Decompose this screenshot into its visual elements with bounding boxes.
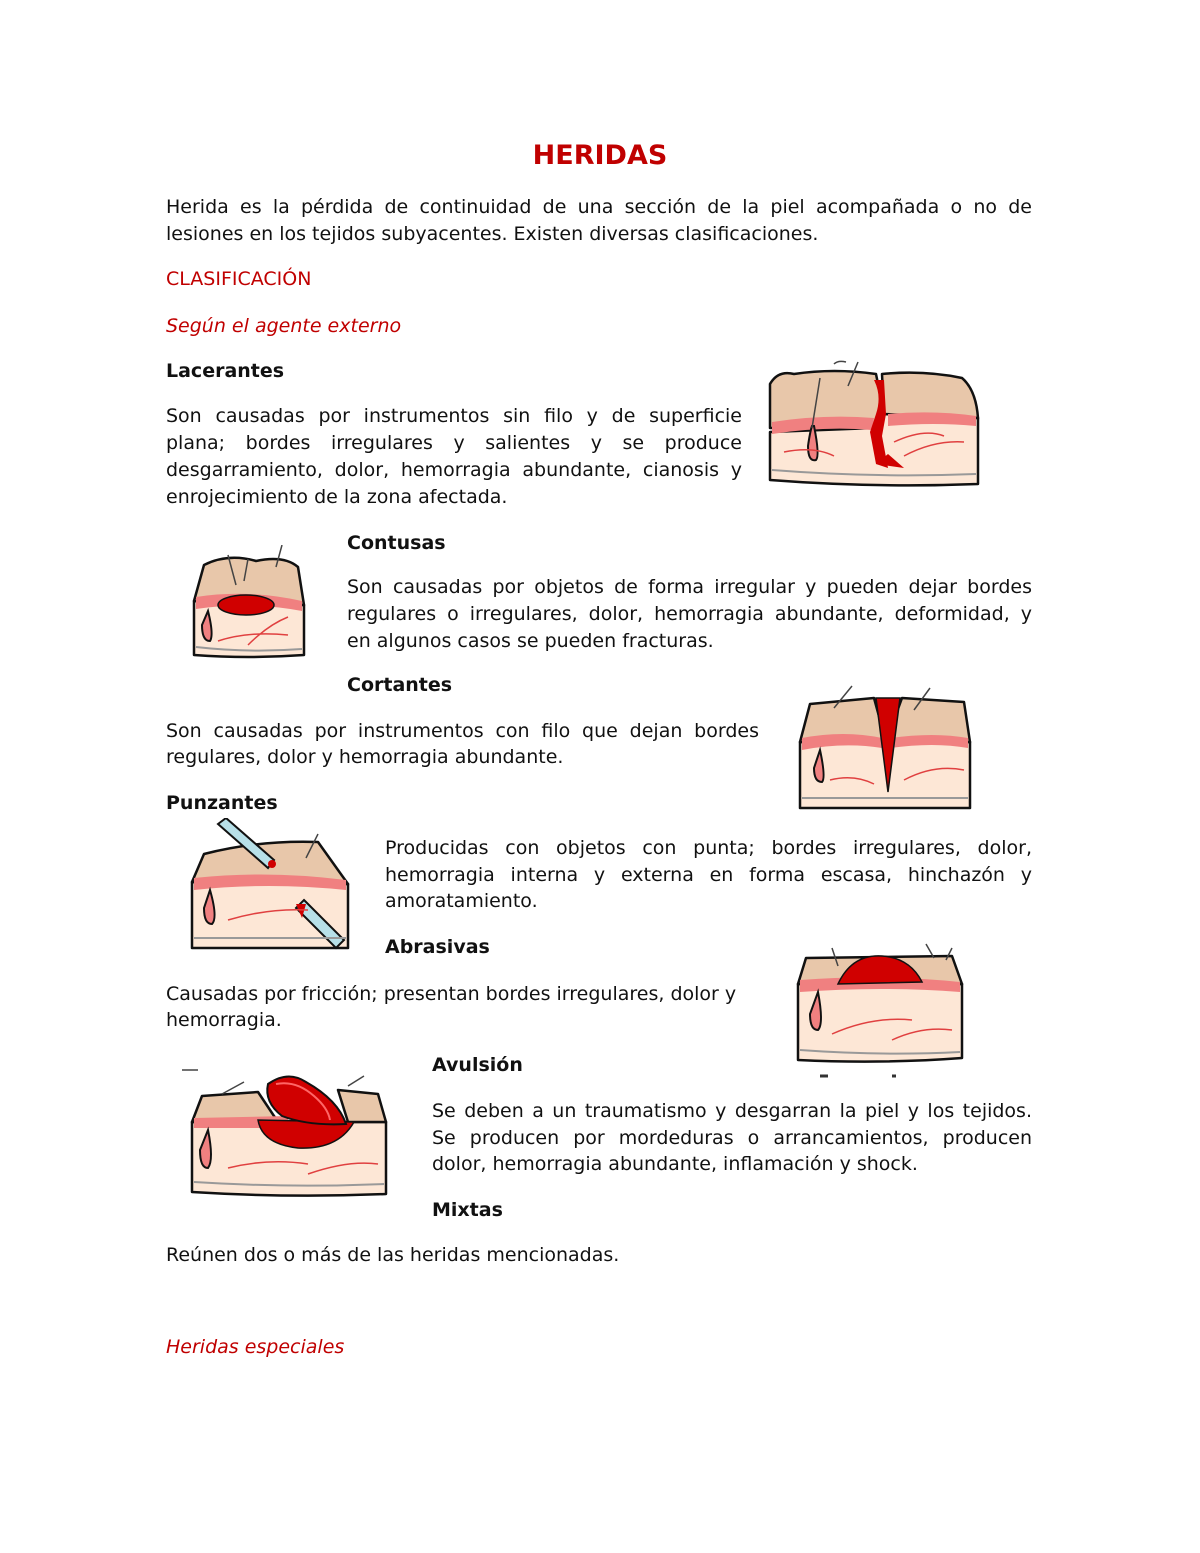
intro-line-1: Herida es la pérdida de continuidad de una sección de la piel acompañada o no de [166, 196, 1032, 218]
punzantes-line-3: amoratamiento. [385, 890, 538, 912]
lacerated-wound-illustration [764, 356, 984, 496]
abrasivas-line-1: Causadas por fricción; presentan bordes irregulares, dolor y [166, 983, 737, 1005]
avulsion-wound-illustration [178, 1064, 393, 1200]
classification-heading: CLASIFICACIÓN [166, 268, 312, 290]
lacerantes-line-3: desgarramiento, dolor, hemorragia abundante, cianosis y [166, 459, 742, 481]
page-title: HERIDAS [532, 140, 668, 171]
contusas-line-1: Son causadas por objetos de forma irregular y pueden dejar bordes [347, 576, 1032, 598]
contused-wound-illustration [188, 545, 313, 662]
cortantes-heading: Cortantes [347, 674, 453, 696]
avulsion-heading: Avulsión [432, 1054, 523, 1076]
avulsion-line-3: dolor, hemorragia abundante, inflamación y shock. [432, 1153, 918, 1175]
avulsion-line-2: Se producen por mordeduras o arrancamientos, producen [432, 1127, 1032, 1149]
abrasivas-heading: Abrasivas [385, 936, 490, 958]
punzantes-line-1: Producidas con objetos con punta; bordes irregulares, dolor, [385, 837, 1032, 859]
cortantes-line-2: regulares, dolor y hemorragia abundante. [166, 746, 564, 768]
lacerantes-line-2: plana; bordes irregulares y salientes y se produce [166, 432, 742, 454]
mixtas-heading: Mixtas [432, 1199, 503, 1221]
lacerantes-heading: Lacerantes [166, 360, 285, 382]
contusas-line-3: en algunos casos se pueden fracturas. [347, 630, 714, 652]
abrasion-wound-illustration [792, 940, 967, 1080]
intro-line-2: lesiones en los tejidos subyacentes. Existen diversas clasificaciones. [166, 223, 819, 245]
incised-wound-illustration [794, 684, 976, 814]
avulsion-line-1: Se deben a un traumatismo y desgarran la piel y los tejidos. [432, 1100, 1032, 1122]
abrasivas-line-2: hemorragia. [166, 1009, 282, 1031]
lacerantes-line-1: Son causadas por instrumentos sin filo y de superficie [166, 405, 742, 427]
contusas-line-2: regulares o irregulares, dolor, hemorragia abundante, deformidad, y [347, 603, 1032, 625]
punzantes-heading: Punzantes [166, 792, 278, 814]
punzantes-line-2: hemorragia interna y externa en forma escasa, hinchazón y [385, 864, 1032, 886]
cortantes-line-1: Son causadas por instrumentos con filo que dejan bordes [166, 720, 759, 742]
puncture-wound-illustration [188, 818, 353, 953]
agent-subheading: Según el agente externo [166, 315, 402, 337]
contusas-heading: Contusas [347, 532, 446, 554]
mixtas-line-1: Reúnen dos o más de las heridas mencionadas. [166, 1244, 620, 1266]
lacerantes-line-4: enrojecimiento de la zona afectada. [166, 486, 508, 508]
special-wounds-heading: Heridas especiales [166, 1336, 345, 1358]
